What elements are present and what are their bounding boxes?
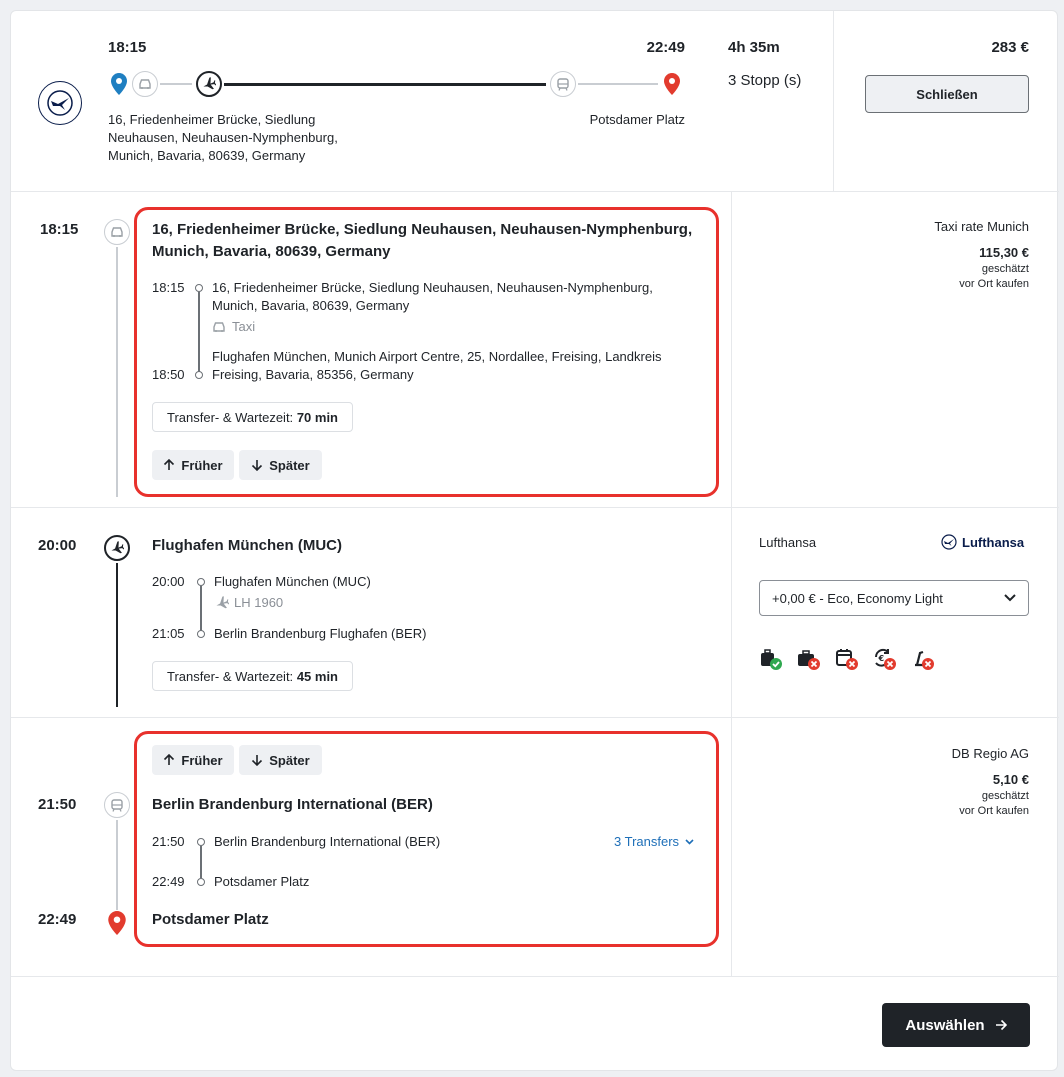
personal-item-included-icon[interactable] xyxy=(759,647,783,671)
taxi-leg-time: 18:15 xyxy=(40,221,79,238)
lufthansa-logo xyxy=(941,534,1024,550)
train-stop2-name: Potsdamer Platz xyxy=(214,874,310,889)
train-price: 5,10 € xyxy=(992,772,1029,787)
airline-logo xyxy=(38,81,82,125)
plane-icon xyxy=(215,596,229,610)
train-provider: DB Regio AG xyxy=(951,746,1029,761)
taxi-leg-title: 16, Friedenheimer Brücke, Siedlung Neuhausen, Neuhausen-Nymphenburg, Munich, Bavaria, 80639, Germany xyxy=(152,221,693,260)
train-price-note2: vor Ort kaufen xyxy=(959,805,1029,817)
flight-leg-title: Flughafen München (MUC) xyxy=(152,537,342,554)
train-stop2-time: 22:49 xyxy=(152,874,185,889)
later-button[interactable] xyxy=(239,450,322,480)
rebooking-excluded-icon[interactable] xyxy=(835,647,859,671)
plane-icon xyxy=(104,535,130,561)
carry-on-excluded-icon[interactable] xyxy=(797,647,821,671)
divider xyxy=(11,507,1059,508)
taxi-stop2-time: 18:50 xyxy=(152,367,185,382)
later-label: Später xyxy=(269,752,310,768)
seat-selection-excluded-icon[interactable] xyxy=(911,647,935,671)
divider xyxy=(11,191,1059,192)
taxi-icon xyxy=(212,321,226,333)
taxi-icon xyxy=(104,219,130,245)
close-button[interactable]: Schließen xyxy=(865,75,1029,113)
select-button[interactable] xyxy=(882,1003,1030,1047)
transfer-label: Transfer- & Wartezeit: xyxy=(167,409,294,425)
taxi-price-note2: vor Ort kaufen xyxy=(959,278,1029,290)
train-stop1-time: 21:50 xyxy=(152,834,185,849)
flight-provider: Lufthansa xyxy=(759,535,817,550)
train-price-note1: geschätzt xyxy=(981,790,1029,802)
summary-origin-address: 16, Friedenheimer Brücke, Siedlung Neuhausen, Neuhausen-Nymphenburg, Munich, Bavaria, 80639, Germany xyxy=(108,112,338,163)
flight-stop1-time: 20:00 xyxy=(152,574,185,589)
arrow-up-icon xyxy=(163,459,175,471)
select-button-label: Auswählen xyxy=(905,1016,985,1034)
taxi-transfer-time xyxy=(152,402,353,432)
divider xyxy=(11,976,1059,977)
train-leg-time: 21:50 xyxy=(38,796,77,813)
plane-icon xyxy=(196,71,222,97)
crane-icon xyxy=(941,534,957,550)
train-icon xyxy=(550,71,576,97)
detail-divider xyxy=(731,191,732,976)
flight-leg-line xyxy=(116,563,118,707)
earlier-button[interactable] xyxy=(152,450,234,480)
summary-stops: 3 Stopp (s) xyxy=(728,72,802,89)
arrow-up-icon xyxy=(163,754,175,766)
taxi-price-note1: geschätzt xyxy=(981,263,1029,275)
crane-icon xyxy=(45,88,75,118)
stop-node xyxy=(197,578,205,586)
transfer-label: Transfer- & Wartezeit: xyxy=(167,668,294,684)
route-segment-train xyxy=(578,83,658,85)
taxi-mode-label: Taxi xyxy=(232,319,256,334)
transfers-link-label: 3 Transfers xyxy=(614,834,680,849)
svg-text:€: € xyxy=(878,654,885,663)
taxi-provider: Taxi rate Munich xyxy=(934,219,1029,234)
taxi-stop1-name: 16, Friedenheimer Brücke, Siedlung Neuhausen, Neuhausen-Nymphenburg, Munich, Bavaria, 80639, Germany xyxy=(212,280,653,313)
fare-select[interactable] xyxy=(759,580,1029,616)
earlier-button[interactable] xyxy=(152,745,234,775)
destination-pin-icon xyxy=(664,73,680,95)
stop-connector xyxy=(198,292,200,376)
taxi-stop1-time: 18:15 xyxy=(152,280,185,295)
later-button[interactable] xyxy=(239,745,322,775)
stop-connector xyxy=(200,586,202,632)
origin-pin-icon xyxy=(111,73,127,95)
lufthansa-wordmark: Lufthansa xyxy=(962,534,1025,550)
route-segment-flight xyxy=(224,83,546,86)
chevron-down-icon xyxy=(685,839,694,845)
arrival-title: Potsdamer Platz xyxy=(152,911,269,928)
route-segment-taxi xyxy=(160,83,192,85)
stop-node xyxy=(195,284,203,292)
stop-node xyxy=(197,878,205,886)
stop-node xyxy=(197,838,205,846)
summary-divider xyxy=(833,11,834,191)
later-label: Später xyxy=(269,457,310,473)
train-stop1-name: Berlin Brandenburg International (BER) xyxy=(214,834,441,849)
taxi-price: 115,30 € xyxy=(979,245,1029,260)
arrow-right-icon xyxy=(995,1019,1007,1031)
flight-stop2-time: 21:05 xyxy=(152,626,185,641)
stop-node xyxy=(197,630,205,638)
arrow-down-icon xyxy=(251,459,263,471)
transfers-toggle[interactable] xyxy=(614,833,694,851)
train-leg-title: Berlin Brandenburg International (BER) xyxy=(152,796,433,813)
fare-features xyxy=(759,647,935,671)
trip-detail-card xyxy=(10,10,1058,1071)
flight-transfer-time xyxy=(152,661,353,691)
arrival-time: 22:49 xyxy=(38,911,77,928)
stop-node xyxy=(195,371,203,379)
summary-arrive-time: 22:49 xyxy=(646,39,685,56)
arrow-down-icon xyxy=(251,754,263,766)
flight-leg-time: 20:00 xyxy=(38,537,77,554)
destination-pin-icon xyxy=(108,911,126,935)
divider xyxy=(11,717,1059,718)
summary-price: 283 € xyxy=(991,39,1029,56)
summary-destination: Potsdamer Platz xyxy=(589,112,685,127)
earlier-label: Früher xyxy=(181,752,223,768)
flight-stop2-name: Berlin Brandenburg Flughafen (BER) xyxy=(214,626,427,641)
summary-duration: 4h 35m xyxy=(728,39,780,56)
transfer-value: 45 min xyxy=(296,668,338,684)
taxi-icon xyxy=(132,71,158,97)
flight-number: LH 1960 xyxy=(234,595,284,610)
stop-connector xyxy=(200,846,202,878)
taxi-leg-line xyxy=(116,247,118,497)
train-leg-line xyxy=(116,820,118,910)
earlier-label: Früher xyxy=(181,457,223,473)
refund-excluded-icon[interactable] xyxy=(873,647,897,671)
flight-stop1-name: Flughafen München (MUC) xyxy=(214,574,371,589)
taxi-stop2-name: Flughafen München, Munich Airport Centre, 25, Nordallee, Freising, Landkreis Freising, Bavaria, 85356, Germany xyxy=(212,349,662,382)
transfer-value: 70 min xyxy=(296,409,338,425)
summary-depart-time: 18:15 xyxy=(108,39,147,56)
fare-select-value: +0,00 € - Eco, Economy Light xyxy=(772,590,943,606)
chevron-down-icon xyxy=(1004,594,1016,602)
train-icon xyxy=(104,792,130,818)
